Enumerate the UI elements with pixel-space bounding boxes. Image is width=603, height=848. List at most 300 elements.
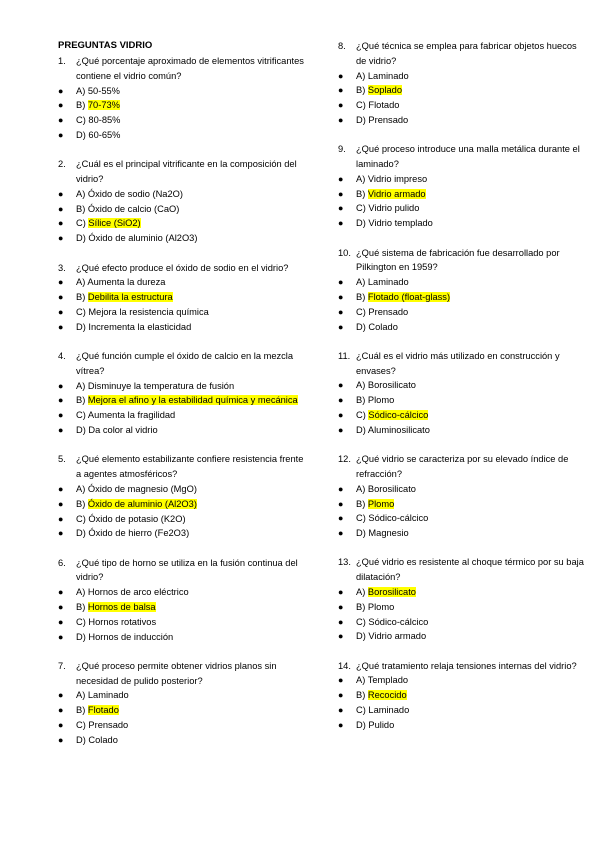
correct-answer-highlight: Sílice (SiO2) [88,218,141,229]
question-header [58,157,308,187]
option-letter: B) [76,395,86,406]
option-content [356,98,588,113]
option-text: Hornos de arco eléctrico [87,587,189,598]
option-letter: D) [76,734,86,745]
answer-option [58,275,308,290]
bullet-icon: ● [58,483,64,494]
option-letter: A) [356,173,366,184]
bullet-icon: ● [58,129,64,140]
correct-answer-highlight: Vidrio armado [367,188,426,199]
question-number: 7. [58,660,66,671]
right-column [338,39,588,747]
bullet-icon: ● [338,173,344,184]
bullet-icon: ● [338,675,344,686]
option-content [356,290,588,305]
option-letter: D) [356,719,366,730]
option-content [356,172,588,187]
option-content [356,673,588,688]
answer-option [58,408,308,423]
answer-option [58,512,308,527]
answer-option [58,202,308,217]
options-list [58,275,308,334]
question-header [338,246,588,276]
answer-option [58,84,308,99]
bullet-icon: ● [58,188,64,199]
option-content [76,98,308,113]
question-block [58,349,308,438]
bullet-icon: ● [58,720,64,731]
bullet-icon: ● [338,380,344,391]
question-number: 6. [58,557,66,568]
answer-option [58,128,308,143]
option-letter: D) [76,631,86,642]
option-text: Prensado [368,114,409,125]
option-text: Vidrio pulido [368,203,420,214]
correct-answer-highlight: Flotado (float-glass) [367,291,451,302]
answer-option [338,718,588,733]
question-block [338,142,588,231]
option-content [356,703,588,718]
option-text: Óxido de magnesio (MgO) [87,483,197,494]
answer-option [338,408,588,423]
option-letter: C) [356,306,366,317]
bullet-icon: ● [338,498,344,509]
bullet-icon: ● [338,690,344,701]
answer-option [338,113,588,128]
option-text: Disminuye la temperatura de fusión [87,380,235,391]
bullet-icon: ● [338,528,344,539]
option-content [76,113,308,128]
option-content [76,216,308,231]
option-content [356,187,588,202]
options-list [58,585,308,644]
option-content [356,526,588,541]
correct-answer-highlight: 70-73% [87,100,120,111]
option-content [356,113,588,128]
option-letter: D) [356,424,366,435]
bullet-icon: ● [58,380,64,391]
question-text: ¿Qué función cumple el óxido de calcio en la mezcla vítrea? [76,351,294,376]
answer-option [58,615,308,630]
option-text: Aumenta la dureza [87,277,166,288]
option-letter: D) [76,528,86,539]
bullet-icon: ● [58,631,64,642]
option-content [76,128,308,143]
option-text: Sódico-cálcico [368,513,429,524]
question-header [58,556,308,586]
option-letter: B) [76,705,86,716]
bullet-icon: ● [58,587,64,598]
bullet-icon: ● [338,601,344,612]
bullet-icon: ● [58,602,64,612]
bullet-icon: ● [58,218,64,229]
answer-option [58,688,308,703]
question-number: 8. [338,41,346,51]
question-header [338,349,588,379]
answer-option [58,305,308,320]
option-text: Vidrio armado [368,631,427,642]
option-letter: C) [76,306,86,317]
answer-option [338,423,588,438]
option-text: Da color al vidrio [88,425,158,436]
option-content [356,688,588,703]
bullet-icon: ● [58,498,64,509]
bullet-icon: ● [338,188,344,199]
bullet-icon: ● [58,85,64,96]
question-text: ¿Cuál es el vidrio más utilizado en construcción y envases? [356,350,560,376]
option-content [356,320,588,335]
question-text: ¿Qué porcentaje aproximado de elementos vitrificantes contiene el vidrio común? [76,56,304,81]
options-list [338,673,588,732]
bullet-icon: ● [58,115,64,126]
option-text: Hornos de inducción [88,631,174,642]
correct-answer-highlight: Plomo [367,498,395,509]
question-header [338,39,588,69]
option-content [76,512,308,527]
answer-option [58,585,308,600]
question-block [58,54,308,143]
bullet-icon: ● [338,719,344,730]
question-header [58,659,308,689]
bullet-icon: ● [58,410,64,421]
options-list [338,275,588,334]
bullet-icon: ● [338,705,344,716]
option-text: Magnesio [368,528,409,539]
options-list [338,482,588,541]
document-title: PREGUNTAS VIDRIO [58,40,153,51]
option-text: 50-55% [87,85,120,96]
answer-option [338,201,588,216]
answer-option [58,482,308,497]
bullet-icon: ● [58,203,64,214]
option-content [356,615,588,630]
option-letter: D) [356,631,366,642]
correct-answer-highlight: Flotado [87,705,119,716]
question-header [58,349,308,379]
option-content [76,320,308,335]
option-letter: A) [76,380,86,391]
correct-answer-highlight: Mejora el afino y la estabilidad química y mecánica [87,395,298,406]
bullet-icon: ● [58,425,64,436]
option-content [76,379,308,394]
option-content [76,600,308,615]
option-letter: B) [356,498,366,509]
option-text: Templado [367,675,409,686]
option-content [76,718,308,733]
option-letter: C) [76,616,86,627]
bullet-icon: ● [338,203,344,214]
answer-option [58,379,308,394]
answer-option [58,113,308,128]
answer-option [338,629,588,644]
option-content [76,482,308,497]
option-text: Borosilicato [367,380,416,391]
answer-option [58,290,308,305]
option-letter: B) [76,602,86,612]
question-header [58,452,308,482]
question-block [338,349,588,438]
option-letter: D) [76,129,86,140]
option-letter: C) [356,100,366,111]
option-letter: D) [76,233,86,244]
answer-option [338,98,588,113]
bullet-icon: ● [58,306,64,317]
correct-answer-highlight: Soplado [367,85,403,96]
option-content [76,202,308,217]
option-text: Sódico-cálcico [368,616,429,627]
option-letter: A) [356,277,366,288]
options-list [58,482,308,541]
question-block [338,246,588,335]
option-content [76,393,308,408]
bullet-icon: ● [338,395,344,406]
option-letter: D) [356,321,366,332]
option-letter: C) [356,203,366,214]
option-content [76,187,308,202]
option-content [76,630,308,645]
options-list [58,187,308,246]
option-letter: B) [76,100,86,111]
question-text: ¿Cuál es el principal vitrificante en la composición del vidrio? [76,159,297,185]
answer-option [58,423,308,438]
option-letter: B) [356,188,366,199]
question-header [338,555,588,585]
answer-option [58,187,308,202]
correct-answer-highlight: Recocido [367,690,407,701]
bullet-icon: ● [58,321,64,332]
option-content [76,408,308,423]
bullet-icon: ● [338,410,344,421]
option-letter: A) [356,70,366,81]
option-content [76,231,308,246]
option-letter: A) [76,587,86,598]
option-letter: A) [356,675,366,686]
question-text: ¿Qué proceso permite obtener vidrios planos sin necesidad de pulido posterior? [76,660,277,686]
question-text: ¿Qué tratamiento relaja tensiones internas del vidrio? [356,660,577,671]
option-letter: C) [356,513,366,524]
question-number: 2. [58,159,66,170]
option-content [356,497,588,512]
answer-option [338,526,588,541]
question-block [338,452,588,541]
option-text: Óxido de hierro (Fe2O3) [88,528,190,539]
answer-option [338,703,588,718]
options-list [338,585,588,644]
option-letter: D) [356,114,366,125]
option-letter: A) [76,483,86,494]
option-text: 80-85% [88,115,121,126]
bullet-icon: ● [338,114,344,125]
options-list [338,378,588,437]
question-text: ¿Qué elemento estabilizante confiere resistencia frente a agentes atmosféricos? [76,454,304,480]
question-header [58,261,308,276]
bullet-icon: ● [338,587,344,597]
options-list [58,379,308,438]
option-content [76,84,308,99]
option-content [76,688,308,703]
option-content [356,378,588,393]
bullet-icon: ● [338,306,344,317]
option-content [356,629,588,644]
question-block [338,39,588,128]
bullet-icon: ● [338,100,344,111]
option-content [356,69,588,84]
option-text: Hornos rotativos [88,616,157,627]
answer-option [58,703,308,718]
option-content [356,393,588,408]
option-letter: B) [76,292,86,303]
option-text: Vidrio templado [368,218,433,229]
options-list [58,84,308,143]
question-number: 12. [338,454,351,465]
option-letter: A) [356,483,366,494]
answer-option [338,600,588,615]
answer-option [58,733,308,748]
left-column [58,39,308,762]
option-content [356,423,588,438]
option-text: Prensado [368,306,409,317]
bullet-icon: ● [338,70,344,81]
answer-option [58,320,308,335]
options-list [338,69,588,128]
question-number: 10. [338,247,351,258]
correct-answer-highlight: Óxido de aluminio (Al2O3) [87,498,197,509]
option-letter: C) [356,410,366,421]
option-text: Mejora la resistencia química [88,306,209,317]
option-text: Colado [88,734,118,745]
bullet-icon: ● [58,292,64,303]
option-content [356,305,588,320]
bullet-icon: ● [338,424,344,435]
question-text: ¿Qué técnica se emplea para fabricar objetos huecos de vidrio? [356,41,577,66]
option-content [76,423,308,438]
option-text: Óxido de calcio (CaO) [87,203,180,214]
bullet-icon: ● [338,483,344,494]
option-text: Aluminosilicato [367,424,430,435]
option-letter: B) [356,601,366,612]
answer-option [338,673,588,688]
question-block [58,261,308,335]
option-text: Plomo [367,601,395,612]
option-letter: D) [356,218,366,229]
question-number: 3. [58,262,66,273]
bullet-icon: ● [58,616,64,627]
question-header [58,54,308,84]
answer-option [338,378,588,393]
bullet-icon: ● [58,100,64,111]
question-text: ¿Qué vidrio se caracteriza por su elevado índice de refracción? [356,454,569,479]
answer-option [338,172,588,187]
option-content [76,305,308,320]
option-text: Laminado [368,705,410,716]
option-content [76,703,308,718]
question-block [58,157,308,246]
option-letter: A) [356,380,366,391]
bullet-icon: ● [58,705,64,716]
option-content [76,275,308,290]
option-letter: C) [76,218,86,229]
answer-option [338,305,588,320]
correct-answer-highlight: Sódico-cálcico [368,410,429,421]
answer-option [58,393,308,408]
option-letter: B) [76,498,86,509]
answer-option [338,69,588,84]
question-number: 5. [58,454,66,465]
option-letter: C) [76,513,86,524]
option-letter: A) [356,587,366,597]
option-content [76,497,308,512]
question-header [338,452,588,482]
bullet-icon: ● [58,528,64,539]
option-content [356,600,588,615]
answer-option [58,497,308,512]
answer-option [338,482,588,497]
correct-answer-highlight: Hornos de balsa [87,602,156,612]
option-letter: D) [76,321,86,332]
bullet-icon: ● [58,734,64,745]
bullet-icon: ● [58,690,64,701]
option-letter: A) [76,188,86,199]
question-text: ¿Qué proceso introduce una malla metálica durante el laminado? [356,144,580,170]
option-content [356,83,588,98]
answer-option [338,585,588,600]
answer-option [338,290,588,305]
question-block [338,659,588,733]
question-number: 4. [58,351,66,362]
option-text: Vidrio impreso [367,173,428,184]
option-letter: B) [356,395,366,406]
answer-option [338,511,588,526]
question-block [338,555,588,644]
options-list [338,172,588,231]
question-header [338,142,588,172]
question-text: ¿Qué efecto produce el óxido de sodio en el vidrio? [76,262,289,273]
option-content [356,511,588,526]
option-letter: C) [76,410,86,421]
option-text: Laminado [87,690,129,701]
bullet-icon: ● [338,277,344,288]
option-content [356,718,588,733]
bullet-icon: ● [338,631,344,642]
question-text: ¿Qué vidrio es resistente al choque térmico por su baja dilatación? [356,557,584,583]
bullet-icon: ● [58,513,64,524]
answer-option [338,216,588,231]
answer-option [338,615,588,630]
answer-option [58,718,308,733]
answer-option [58,630,308,645]
bullet-icon: ● [338,616,344,627]
question-number: 13. [338,557,351,568]
option-letter: C) [356,616,366,627]
option-text: Plomo [367,395,395,406]
option-text: 60-65% [88,129,121,140]
bullet-icon: ● [338,218,344,229]
option-content [76,615,308,630]
option-content [356,585,588,600]
bullet-icon: ● [338,513,344,524]
answer-option [338,320,588,335]
option-text: Colado [368,321,398,332]
option-letter: A) [76,85,86,96]
option-letter: C) [76,115,86,126]
option-letter: B) [76,203,86,214]
option-text: Óxido de potasio (K2O) [88,513,186,524]
option-letter: D) [76,425,86,436]
correct-answer-highlight: Borosilicato [367,587,416,597]
option-content [356,408,588,423]
answer-option [58,600,308,615]
option-text: Laminado [367,70,409,81]
